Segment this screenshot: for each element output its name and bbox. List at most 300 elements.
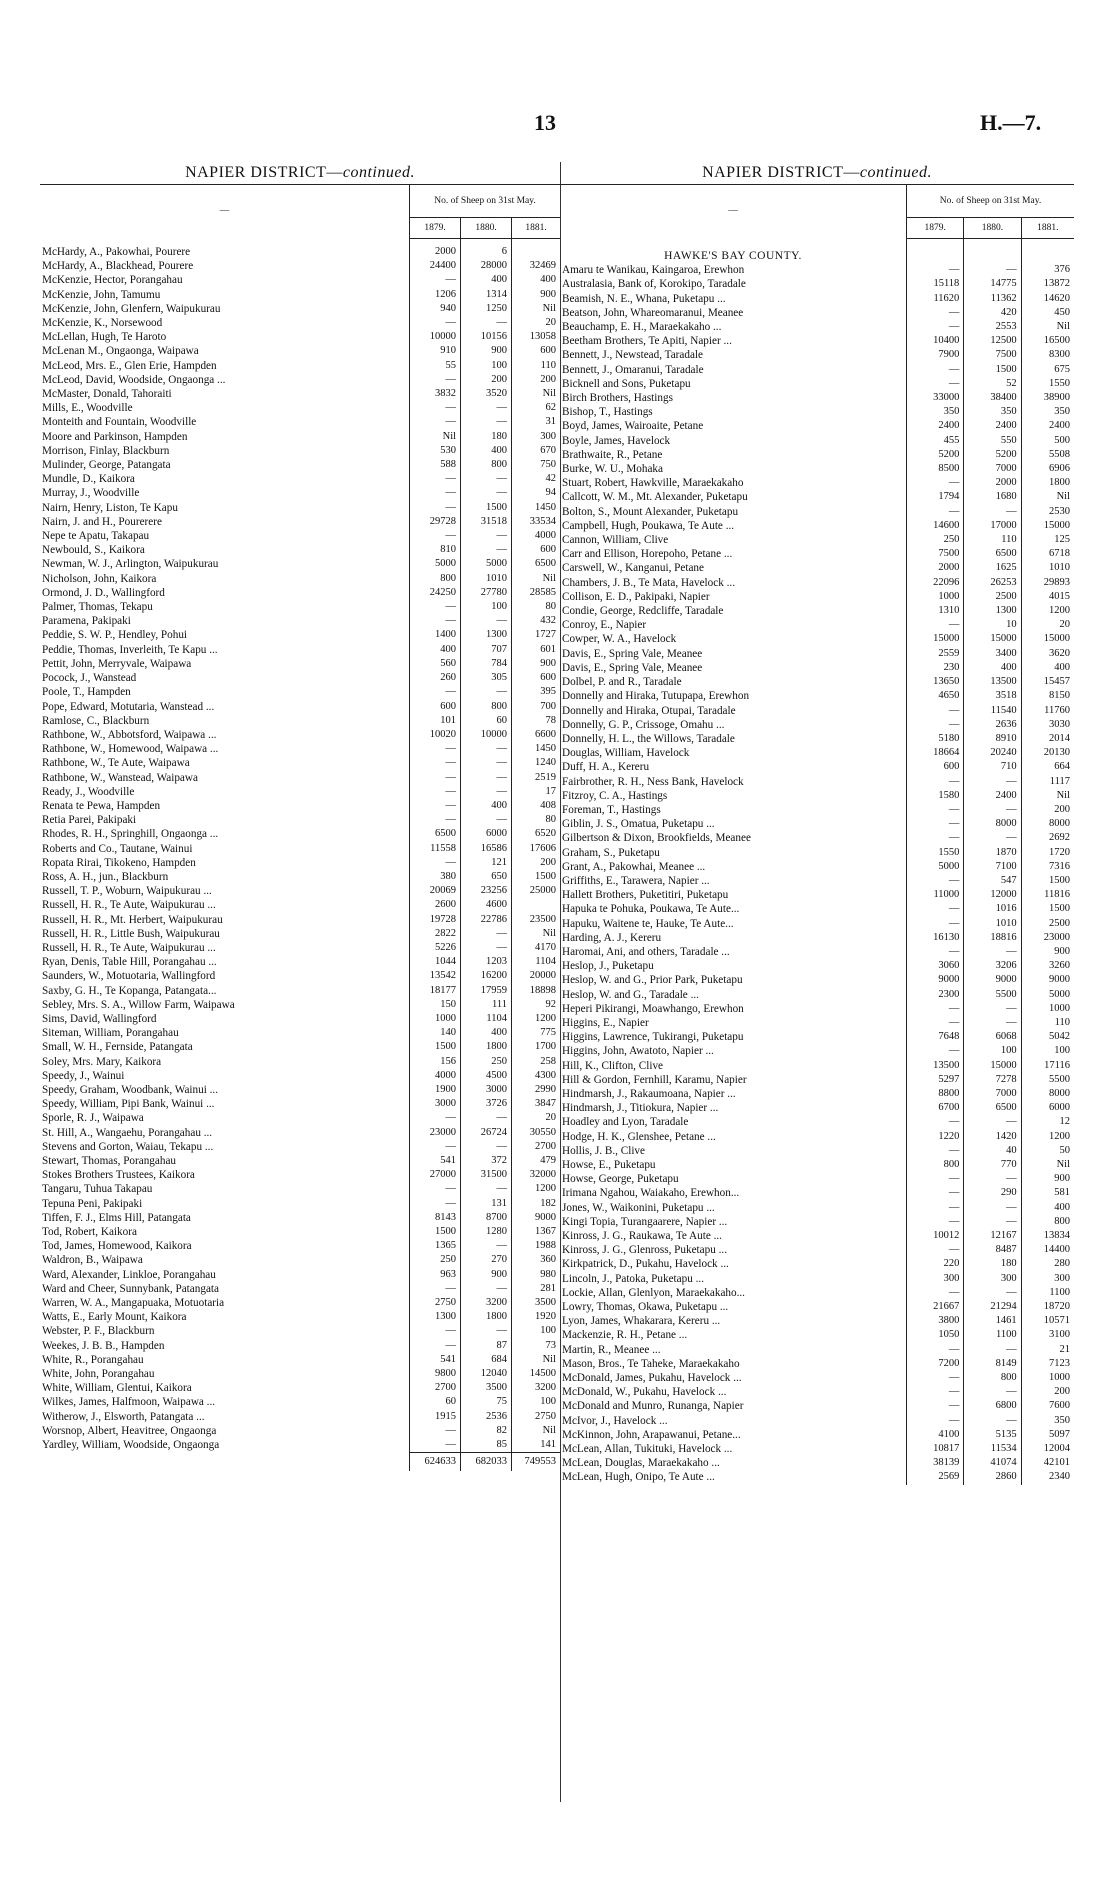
- owner-name: Harding, A. J., Kereru: [562, 931, 662, 944]
- sheep-1881: 100: [512, 1324, 560, 1338]
- sheep-1880: —: [461, 1282, 512, 1296]
- table-row: [40, 813, 560, 827]
- table-row: [40, 1339, 560, 1353]
- sheep-count-header: No. of Sheep on 31st May.: [906, 185, 1074, 218]
- sheep-1881: 900: [1021, 945, 1074, 959]
- owner-name: McLellan, Hugh, Te Haroto: [42, 331, 167, 344]
- owner-name: Hollis, J. B., Clive: [562, 1144, 645, 1157]
- sheep-1880: —: [461, 1111, 512, 1125]
- sheep-1879: 588: [410, 458, 461, 472]
- table-row: [40, 1424, 560, 1438]
- sheep-1879: —: [410, 600, 461, 614]
- table-row: [560, 775, 1074, 789]
- sheep-1879: 8800: [906, 1087, 963, 1101]
- sheep-1881: 300: [1021, 1272, 1074, 1286]
- table-row: [560, 1115, 1074, 1129]
- sheep-1880: 1300: [964, 604, 1021, 618]
- table-row: [40, 1197, 560, 1211]
- owner-name: Heslop, W. and G., Prior Park, Puketapu: [562, 974, 743, 987]
- sheep-1881: 432: [512, 614, 560, 628]
- owner-name: Australasia, Bank of, Korokipo, Taradale: [562, 278, 746, 291]
- sheep-1881: 1450: [512, 742, 560, 756]
- owner-name: McLean, Allan, Tukituki, Havelock ...: [562, 1443, 733, 1456]
- owner-name: Bennett, J., Omaranui, Taradale: [562, 363, 704, 376]
- sheep-1881: 20: [512, 316, 560, 330]
- table-row: [40, 600, 560, 614]
- sheep-1881: 12: [1021, 1115, 1074, 1129]
- table-row: [560, 1442, 1074, 1456]
- owner-name: Heslop, J., Puketapu: [562, 960, 654, 973]
- sheep-1880: 5135: [964, 1428, 1021, 1442]
- owner-name: Fitzroy, C. A., Hastings: [562, 789, 668, 802]
- sheep-1879: —: [410, 401, 461, 415]
- owner-name: Siteman, William, Porangahau: [42, 1027, 179, 1040]
- table-row: [560, 1243, 1074, 1257]
- sheep-1880: 2553: [964, 320, 1021, 334]
- sheep-1880: —: [461, 771, 512, 785]
- sheep-1879: 10400: [906, 334, 963, 348]
- owner-name: Kinross, J. G., Raukawa, Te Aute ...: [562, 1230, 722, 1243]
- sheep-1881: 1367: [512, 1225, 560, 1239]
- table-row: [560, 661, 1074, 675]
- owner-name: Palmer, Thomas, Tekapu: [42, 601, 153, 614]
- sheep-1881: 42101: [1021, 1456, 1074, 1470]
- sheep-1880: 10000: [461, 728, 512, 742]
- sheep-1879: 24250: [410, 586, 461, 600]
- sheep-1879: 6500: [410, 827, 461, 841]
- sheep-1879: 18177: [410, 984, 461, 998]
- owner-name: Waldron, B., Waipawa: [42, 1254, 143, 1267]
- table-row: [40, 1126, 560, 1140]
- table-row: [560, 917, 1074, 931]
- sheep-1880: 8700: [461, 1211, 512, 1225]
- owner-name: Warren, W. A., Mangapuaka, Motuotaria: [42, 1297, 225, 1310]
- sheep-1880: 1300: [461, 628, 512, 642]
- sheep-1880: 6068: [964, 1030, 1021, 1044]
- sheep-1880: 180: [461, 430, 512, 444]
- sheep-1879: —: [410, 813, 461, 827]
- sheep-1879: 9800: [410, 1367, 461, 1381]
- table-row: [40, 1040, 560, 1054]
- table-row: [40, 472, 560, 486]
- sheep-1881: 2692: [1021, 831, 1074, 845]
- sheep-1880: 31518: [461, 515, 512, 529]
- sheep-1880: 17959: [461, 984, 512, 998]
- sheep-1881: 675: [1021, 363, 1074, 377]
- table-row: [560, 973, 1074, 987]
- owner-name: Gilbertson & Dixon, Brookfields, Meanee: [562, 832, 751, 845]
- owner-name: Dolbel, P. and R., Taradale: [562, 676, 682, 689]
- sheep-1879: 60: [410, 1395, 461, 1409]
- sheep-1881: 6500: [512, 557, 560, 571]
- sheep-1879: 2000: [906, 561, 963, 575]
- sheep-1880: 400: [461, 444, 512, 458]
- sheep-1879: —: [906, 1286, 963, 1300]
- owner-name: White, R., Porangahau: [42, 1353, 144, 1366]
- sheep-1881: 17606: [512, 842, 560, 856]
- sheep-1880: 1800: [461, 1310, 512, 1324]
- owner-name: Monteith and Fountain, Woodville: [42, 416, 197, 429]
- owner-name: McHardy, A., Blackhead, Pourere: [42, 260, 194, 273]
- table-row: [40, 628, 560, 642]
- sheep-1881: 2500: [1021, 917, 1074, 931]
- owner-name: Ormond, J. D., Wallingford: [42, 586, 165, 599]
- sheep-1879: 455: [906, 434, 963, 448]
- sheep-1880: 2500: [964, 590, 1021, 604]
- sheep-1881: 100: [1021, 1044, 1074, 1058]
- sheep-1879: —: [906, 1414, 963, 1428]
- table-row: [560, 1002, 1074, 1016]
- sheep-1881: 23500: [512, 913, 560, 927]
- sheep-1880: 10156: [461, 330, 512, 344]
- sheep-table-right: [560, 184, 1074, 1485]
- owner-name: Ward and Cheer, Sunnybank, Patangata: [42, 1282, 219, 1295]
- sheep-1881: 28585: [512, 586, 560, 600]
- sheep-1880: —: [461, 941, 512, 955]
- sheep-1879: 910: [410, 344, 461, 358]
- table-row: [560, 519, 1074, 533]
- sheep-1880: 3726: [461, 1097, 512, 1111]
- table-row: [40, 799, 560, 813]
- owner-name: Bolton, S., Mount Alexander, Puketapu: [562, 505, 739, 518]
- owner-name: Mills, E., Woodville: [42, 402, 133, 415]
- sheep-1879: 13542: [410, 969, 461, 983]
- sheep-1881: 1800: [1021, 476, 1074, 490]
- table-row: [40, 870, 560, 884]
- sheep-1880: 82: [461, 1424, 512, 1438]
- table-row: [560, 1357, 1074, 1371]
- table-row: [560, 718, 1074, 732]
- sheep-1881: 14400: [1021, 1243, 1074, 1257]
- owner-name: Davis, E., Spring Vale, Meanee: [562, 647, 703, 660]
- sheep-1879: 5180: [906, 732, 963, 746]
- owner-name: Moore and Parkinson, Hampden: [42, 430, 188, 443]
- sheep-1880: —: [461, 529, 512, 543]
- sheep-1879: 1220: [906, 1130, 963, 1144]
- owner-name: Higgins, Lawrence, Tukirangi, Puketapu: [562, 1031, 744, 1044]
- sheep-1880: 1250: [461, 302, 512, 316]
- owner-name: Kinross, J. G., Glenross, Puketapu ...: [562, 1244, 728, 1257]
- table-row: [560, 1314, 1074, 1328]
- table-row: [40, 1239, 560, 1253]
- sheep-1880: —: [964, 505, 1021, 519]
- total-value: 624633: [410, 1453, 461, 1472]
- sheep-1879: —: [906, 1371, 963, 1385]
- sheep-1879: 11000: [906, 888, 963, 902]
- sheep-1879: —: [410, 415, 461, 429]
- table-row: [40, 984, 560, 998]
- sheep-1879: 1794: [906, 490, 963, 504]
- sheep-1880: 100: [461, 600, 512, 614]
- sheep-1880: 8149: [964, 1357, 1021, 1371]
- sheep-1881: [512, 245, 560, 259]
- sheep-1880: 200: [461, 373, 512, 387]
- sheep-1879: 1044: [410, 955, 461, 969]
- sheep-1881: 581: [1021, 1186, 1074, 1200]
- sheep-1880: 5200: [964, 448, 1021, 462]
- sheep-1881: 280: [1021, 1257, 1074, 1271]
- sheep-1881: 2519: [512, 771, 560, 785]
- sheep-1880: 784: [461, 657, 512, 671]
- table-row: [40, 1310, 560, 1324]
- table-row: [40, 714, 560, 728]
- sheep-1880: —: [461, 415, 512, 429]
- owner-name: Irimana Ngahou, Waiakaho, Erewhon...: [562, 1187, 740, 1200]
- sheep-1880: 1010: [461, 572, 512, 586]
- table-row: [560, 647, 1074, 661]
- sheep-1880: 23256: [461, 884, 512, 898]
- sheep-1879: 10817: [906, 1442, 963, 1456]
- owner-name: Martin, R., Meanee ...: [562, 1343, 661, 1356]
- sheep-1879: 14600: [906, 519, 963, 533]
- owner-name: Pope, Edward, Motutaria, Wanstead ...: [42, 700, 215, 713]
- sheep-1881: 700: [512, 700, 560, 714]
- owner-name: McLean, Douglas, Maraekakaho ...: [562, 1457, 720, 1470]
- sheep-1881: 33534: [512, 515, 560, 529]
- owner-name: Donnelly and Hiraka, Otupai, Taradale: [562, 704, 736, 717]
- sheep-1880: 28000: [461, 259, 512, 273]
- sheep-1880: —: [964, 1016, 1021, 1030]
- sheep-1880: 100: [461, 359, 512, 373]
- table-row: [40, 1140, 560, 1154]
- sheep-1881: 400: [1021, 661, 1074, 675]
- sheep-1880: 6000: [461, 827, 512, 841]
- sheep-1880: —: [964, 1343, 1021, 1357]
- sheep-1879: —: [410, 1438, 461, 1453]
- table-row: [560, 874, 1074, 888]
- sheep-1881: 1200: [1021, 604, 1074, 618]
- owner-name: Tiffen, F. J., Elms Hill, Patangata: [42, 1211, 191, 1224]
- table-row: [40, 557, 560, 571]
- sheep-1881: 15457: [1021, 675, 1074, 689]
- owner-name: Mackenzie, R. H., Petane ...: [562, 1329, 688, 1342]
- sheep-1879: 5200: [906, 448, 963, 462]
- sheep-1880: 550: [964, 434, 1021, 448]
- table-row: [40, 785, 560, 799]
- owner-name: Newbould, S., Kaikora: [42, 544, 145, 557]
- table-row: [560, 1371, 1074, 1385]
- sheep-1881: 1000: [1021, 1002, 1074, 1016]
- sheep-1879: 1915: [410, 1410, 461, 1424]
- sheep-1880: —: [964, 263, 1021, 277]
- sheep-1879: 9000: [906, 973, 963, 987]
- table-row: [560, 1300, 1074, 1314]
- sheep-1881: 9000: [1021, 973, 1074, 987]
- table-row: [40, 259, 560, 273]
- owner-name: Tangaru, Tuhua Takapau: [42, 1183, 153, 1196]
- sheep-1880: —: [461, 813, 512, 827]
- sheep-1879: 600: [410, 700, 461, 714]
- sheep-1881: 32469: [512, 259, 560, 273]
- table-row: [560, 945, 1074, 959]
- owner-name: Hill & Gordon, Fernhill, Karamu, Napier: [562, 1073, 747, 1086]
- sheep-1879: 3800: [906, 1314, 963, 1328]
- sheep-1879: —: [906, 320, 963, 334]
- sheep-1881: 1727: [512, 628, 560, 642]
- sheep-1881: 8000: [1021, 817, 1074, 831]
- year-header: 1879.: [906, 218, 963, 239]
- sheep-1881: 664: [1021, 760, 1074, 774]
- sheep-1881: 13834: [1021, 1229, 1074, 1243]
- owner-name: Lincoln, J., Patoka, Puketapu ...: [562, 1272, 705, 1285]
- sheep-1881: 800: [1021, 1215, 1074, 1229]
- owner-name: McDonald, James, Pukahu, Havelock ...: [562, 1372, 742, 1385]
- sheep-1881: 8000: [1021, 1087, 1074, 1101]
- owner-name: Cannon, William, Clive: [562, 534, 669, 547]
- sheep-1879: —: [906, 505, 963, 519]
- table-row: [560, 448, 1074, 462]
- owner-name: Beauchamp, E. H., Maraekakaho ...: [562, 321, 722, 334]
- table-row: [560, 320, 1074, 334]
- sheep-1880: —: [461, 756, 512, 770]
- table-row: [40, 1253, 560, 1267]
- sheep-1880: 710: [964, 760, 1021, 774]
- sheep-1881: 600: [512, 671, 560, 685]
- table-row: [560, 334, 1074, 348]
- sheep-1880: 6800: [964, 1399, 1021, 1413]
- sheep-1879: 1900: [410, 1083, 461, 1097]
- sheep-1881: 400: [512, 273, 560, 287]
- table-row: [40, 302, 560, 316]
- year-header: 1880.: [964, 218, 1021, 239]
- sheep-1879: 4650: [906, 689, 963, 703]
- table-row: [40, 742, 560, 756]
- sheep-1881: 1700: [512, 1040, 560, 1054]
- sheep-1880: —: [964, 1002, 1021, 1016]
- sheep-1881: 600: [512, 543, 560, 557]
- sheep-1881: 3200: [512, 1381, 560, 1395]
- sheep-1880: —: [964, 1414, 1021, 1428]
- sheep-1880: 4500: [461, 1069, 512, 1083]
- sheep-1880: 75: [461, 1395, 512, 1409]
- table-row: [560, 1272, 1074, 1286]
- owner-name: Renata te Pewa, Hampden: [42, 799, 161, 812]
- table-row: [40, 728, 560, 742]
- sheep-1879: —: [410, 1324, 461, 1338]
- sheep-1880: —: [461, 543, 512, 557]
- sheep-1879: 800: [410, 572, 461, 586]
- owner-name: Peddie, S. W. P., Hendley, Pohui: [42, 629, 188, 642]
- sheep-1880: 3206: [964, 959, 1021, 973]
- sheep-1881: 900: [512, 288, 560, 302]
- table-row: [40, 373, 560, 387]
- table-row: [40, 1268, 560, 1282]
- sheep-1880: 1870: [964, 846, 1021, 860]
- owner-name: McLeod, Mrs. E., Glen Erie, Hampden: [42, 359, 217, 372]
- sheep-1880: 15000: [964, 632, 1021, 646]
- owner-name: Boyle, James, Havelock: [562, 434, 671, 447]
- sheep-1879: 21667: [906, 1300, 963, 1314]
- sheep-1879: 1000: [410, 1012, 461, 1026]
- sheep-1879: 16130: [906, 931, 963, 945]
- sheep-1880: 3200: [461, 1296, 512, 1310]
- table-row: [40, 401, 560, 415]
- sheep-1881: 3500: [512, 1296, 560, 1310]
- sheep-1881: 2014: [1021, 732, 1074, 746]
- table-row: [40, 884, 560, 898]
- sheep-1881: 21: [1021, 1343, 1074, 1357]
- table-row: [40, 1182, 560, 1196]
- sheep-1880: 8910: [964, 732, 1021, 746]
- owner-name: McMaster, Donald, Tahoraiti: [42, 388, 172, 401]
- owner-name: Higgins, John, Awatoto, Napier ...: [562, 1045, 714, 1058]
- sheep-1879: —: [410, 501, 461, 515]
- table-row: [560, 1229, 1074, 1243]
- sheep-1880: 14775: [964, 277, 1021, 291]
- sheep-1881: 20130: [1021, 746, 1074, 760]
- sheep-1879: 24400: [410, 259, 461, 273]
- owner-name: Roberts and Co., Tautane, Wainui: [42, 842, 193, 855]
- owner-name: Donnelly, H. L., the Willows, Taradale: [562, 732, 735, 745]
- sheep-1879: —: [410, 1111, 461, 1125]
- sheep-1879: 400: [410, 643, 461, 657]
- sheep-1879: 55: [410, 359, 461, 373]
- sheep-1881: 5508: [1021, 448, 1074, 462]
- table-row: [560, 959, 1074, 973]
- sheep-1879: 18664: [906, 746, 963, 760]
- sheep-1881: 479: [512, 1154, 560, 1168]
- sheep-1880: 1203: [461, 955, 512, 969]
- sheep-1880: 372: [461, 1154, 512, 1168]
- table-row: [560, 576, 1074, 590]
- sheep-1880: 350: [964, 405, 1021, 419]
- table-row: [40, 543, 560, 557]
- table-row: [40, 1097, 560, 1111]
- owner-name: Hapuku, Waitene te, Hauke, Te Aute...: [562, 917, 734, 930]
- table-row: [40, 1111, 560, 1125]
- table-row: [560, 1087, 1074, 1101]
- table-row: [560, 1286, 1074, 1300]
- sheep-1879: 38139: [906, 1456, 963, 1470]
- owner-name: McKenzie, John, Tamumu: [42, 288, 161, 301]
- owner-name: Mundle, D., Kaikora: [42, 473, 135, 486]
- sheep-1881: 18898: [512, 984, 560, 998]
- owner-name: Small, W. H., Fernside, Patangata: [42, 1041, 193, 1054]
- table-row: [560, 604, 1074, 618]
- table-row: [560, 1130, 1074, 1144]
- table-row: [40, 1381, 560, 1395]
- sheep-1879: 2400: [906, 419, 963, 433]
- table-row: [560, 363, 1074, 377]
- sheep-1881: Nil: [1021, 1158, 1074, 1172]
- sheep-1879: 7500: [906, 547, 963, 561]
- sheep-1881: 15000: [1021, 519, 1074, 533]
- sheep-1879: 7900: [906, 348, 963, 362]
- sheep-1881: 300: [512, 430, 560, 444]
- table-row: [560, 888, 1074, 902]
- owner-name: Heslop, W. and G., Taradale ...: [562, 988, 699, 1001]
- sheep-1880: —: [461, 927, 512, 941]
- sheep-1879: —: [410, 273, 461, 287]
- owner-name: Grant, A., Pakowhai, Meanee ...: [562, 860, 706, 873]
- sheep-1880: 5000: [461, 557, 512, 571]
- owner-name: Yardley, William, Woodside, Ongaonga: [42, 1439, 220, 1452]
- owner-name: Nairn, J. and H., Pourerere: [42, 515, 162, 528]
- sheep-1879: 560: [410, 657, 461, 671]
- table-row: [40, 643, 560, 657]
- sheep-1879: 220: [906, 1257, 963, 1271]
- owner-name: Wilkes, James, Halfmoon, Waipawa ...: [42, 1396, 216, 1409]
- table-row: [560, 348, 1074, 362]
- sheep-1881: 6718: [1021, 547, 1074, 561]
- table-row: [40, 1324, 560, 1338]
- sheep-1879: —: [906, 476, 963, 490]
- sheep-1881: 395: [512, 685, 560, 699]
- sheep-1879: 940: [410, 302, 461, 316]
- table-row: [40, 486, 560, 500]
- sheep-1881: 6906: [1021, 462, 1074, 476]
- sheep-1879: 4000: [410, 1069, 461, 1083]
